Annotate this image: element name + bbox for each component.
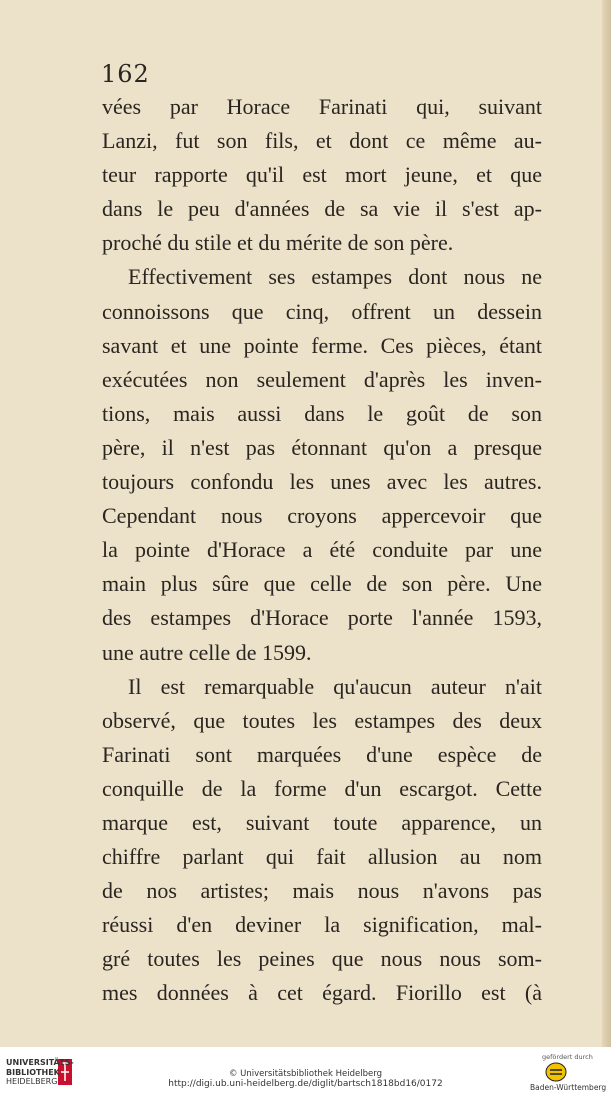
text-line: observé, que toutes les estampes des deux [102,707,542,733]
body-text [102,90,542,1011]
text-line: de nos artistes; mais nous n'avons pas [102,878,542,904]
text-line: proché du stile et du mérite de son père. [102,230,454,256]
text-line: Cependant nous croyons appercevoir que [102,503,542,529]
text-line: réussi d'en deviner la signification, mal- [102,912,542,938]
text-line: toujours confondu les unes avec les autres. [102,469,542,495]
text-line: père, il n'est pas étonnant qu'on a presque [102,434,542,460]
page-number: 162 [101,60,150,88]
footer-bar [0,1047,611,1095]
library-line: BIBLIOTHEK [6,1067,60,1077]
text-line: tions, mais aussi dans le goût de son [102,400,542,426]
text-line: connoissons que cinq, offrent un dessein [102,298,542,324]
text-line: chiffre parlant qui fait allusion au nom [102,844,542,870]
text-line: vées par Horace Farinati qui, suivant [102,94,542,119]
baden-wuerttemberg-logo-icon [545,1062,567,1082]
text-line: main plus sûre que celle de son père. Une [102,571,542,597]
library-line: HEIDELBERG [6,1077,58,1086]
text-line: savant et une pointe ferme. Ces pièces, étant [102,332,542,358]
text-line: mes données à cet égard. Fiorillo est (à [102,980,542,1006]
text-line: la pointe d'Horace a été conduite par une [102,537,542,563]
funded-by-label: gefördert durch [542,1053,593,1061]
text-line: gré toutes les peines que nous nous som- [102,946,542,972]
text-line: Il est remarquable qu'aucun auteur n'ait [128,673,542,699]
text-line: dans le peu d'années de sa vie il s'est ap- [102,196,542,222]
text-line: Farinati sont marquées d'une espèce de [102,741,542,767]
copyright-notice: © Universitätsbibliothek Heidelberg [228,1069,382,1079]
text-line: Effectivement ses estampes dont nous ne [128,264,542,290]
text-line: exécutées non seulement d'après les inven- [102,366,542,392]
text-line: Lanzi, fut son fils, et dont ce même au- [102,128,542,154]
text-line: des estampes d'Horace porte l'année 1593, [102,605,542,631]
library-line: UNIVERSITÄTS- [6,1058,74,1067]
text-line: teur rapporte qu'il est mort jeune, et que [102,162,542,188]
permalink[interactable]: http://digi.ub.uni-heidelberg.de/diglit/bartsch1818bd16/0172 [168,1079,443,1089]
funder-name: Baden-Württemberg [530,1083,607,1092]
text-line: une autre celle de 1599. [102,639,312,665]
text-line: conquille de la forme d'un escargot. Cette [102,775,542,801]
page-edge-shadow [602,0,611,1047]
text-line: marque est, suivant toute apparence, un [102,809,542,835]
